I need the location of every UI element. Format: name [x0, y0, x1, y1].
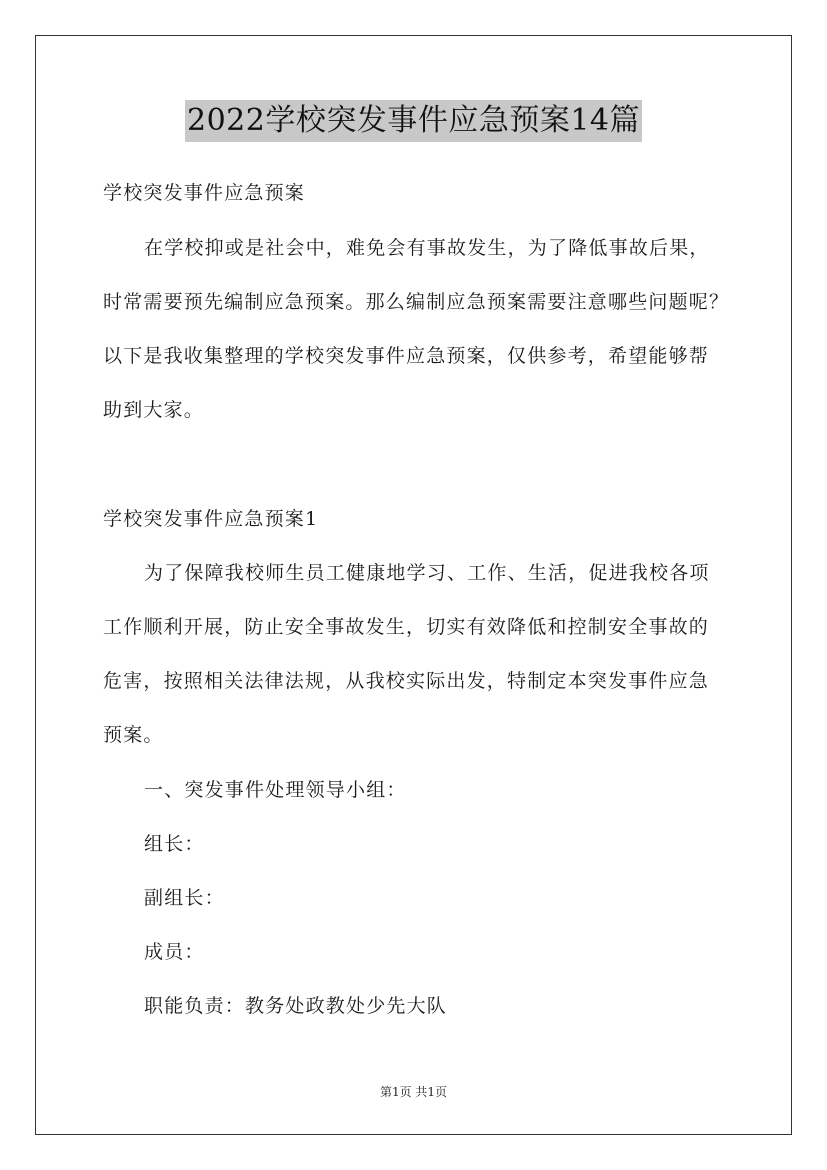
intro-line: 助到大家。	[103, 399, 205, 421]
document-title: 2022学校突发事件应急预案14篇	[185, 100, 642, 142]
list-item: 副组长：	[144, 887, 225, 909]
list-item: 组长：	[144, 833, 205, 855]
title-container	[0, 100, 827, 142]
page-footer: 第1页 共1页	[379, 1085, 448, 1099]
list-item: 职能负责：教务处政教处少先大队	[144, 995, 448, 1017]
intro-line: 以下是我收集整理的学校突发事件应急预案，仅供参考，希望能够帮	[103, 345, 710, 367]
body-line: 工作顺利开展，防止安全事故发生，切实有效降低和控制安全事故的	[103, 616, 710, 638]
list-item: 成员：	[144, 941, 205, 963]
subsection-heading: 学校突发事件应急预案1	[103, 508, 319, 530]
body-line: 预案。	[103, 724, 164, 746]
intro-line: 时常需要预先编制应急预案。那么编制应急预案需要注意哪些问题呢？	[103, 291, 730, 313]
body-line: 为了保障我校师生员工健康地学习、工作、生活，促进我校各项	[144, 562, 710, 584]
section-heading: 学校突发事件应急预案	[103, 182, 306, 204]
item-heading: 一、突发事件处理领导小组：	[144, 779, 407, 801]
body-line: 危害，按照相关法律法规，从我校实际出发，特制定本突发事件应急	[103, 670, 710, 692]
intro-line: 在学校抑或是社会中，难免会有事故发生，为了降低事故后果，	[144, 237, 710, 259]
